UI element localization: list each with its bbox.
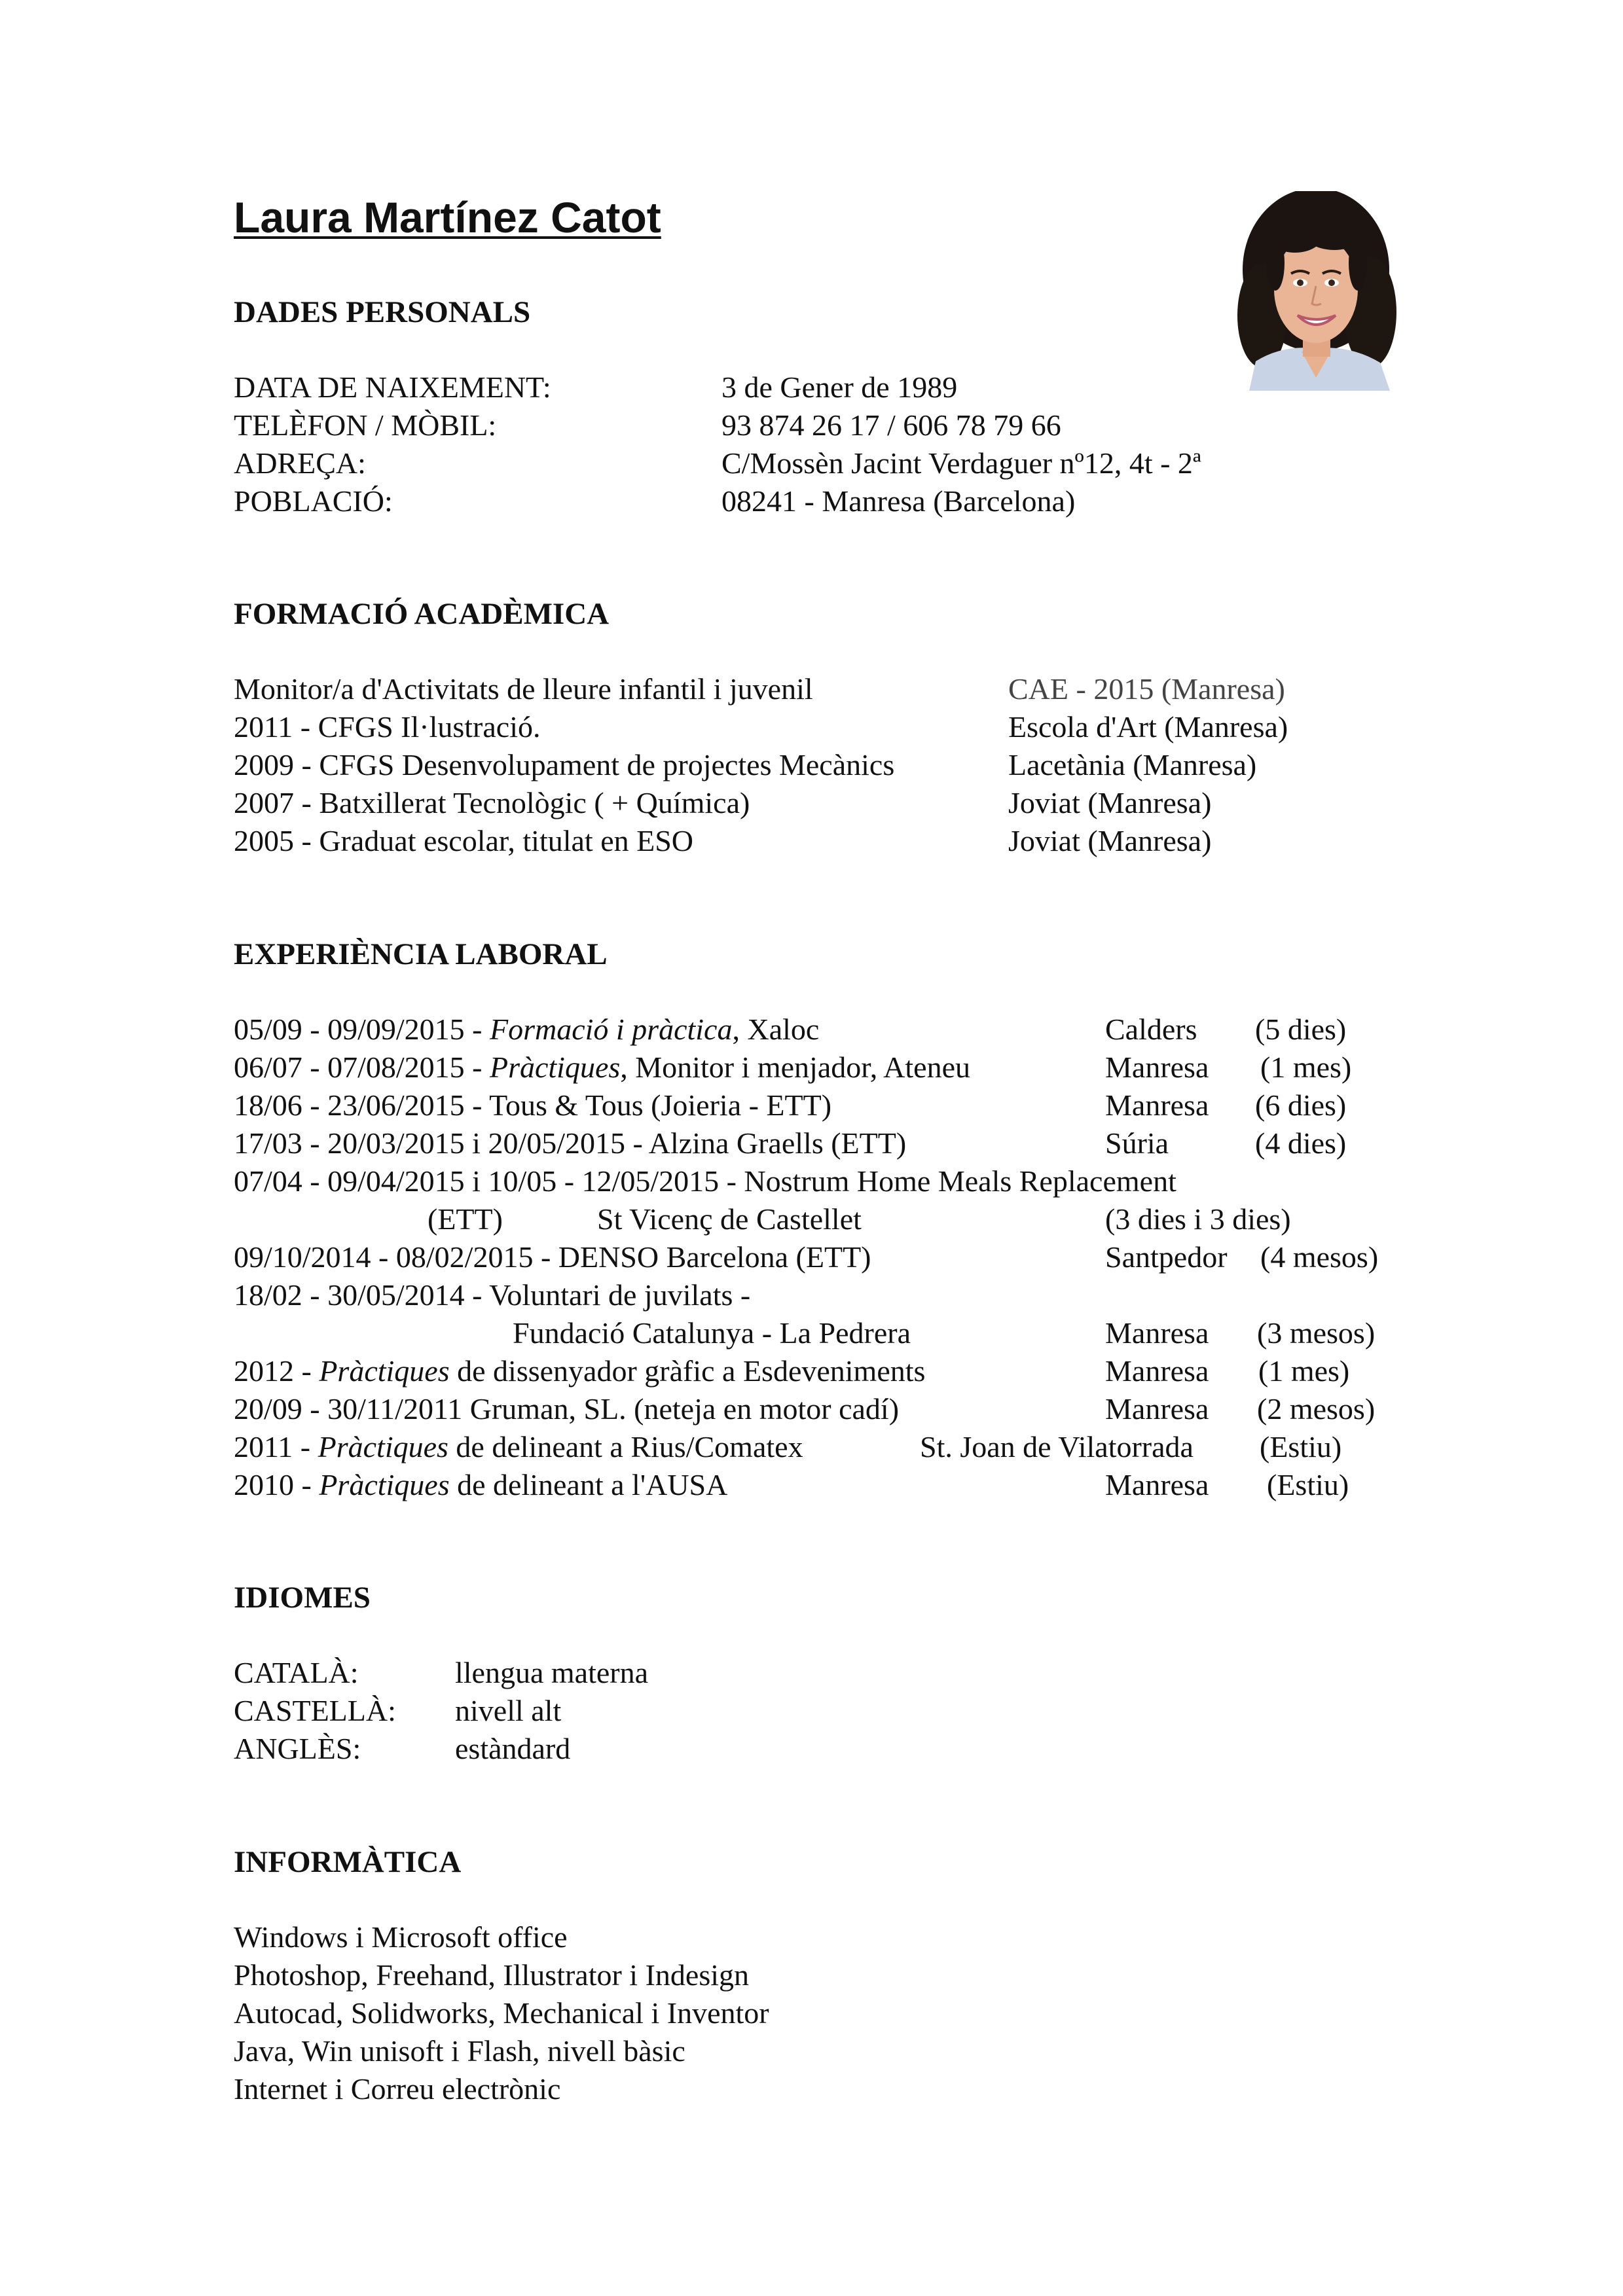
language-name: ANGLÈS: xyxy=(234,1732,361,1765)
computing-item: Java, Win unisoft i Flash, nivell bàsic xyxy=(234,2034,685,2068)
section-heading-computing: INFORMÀTICA xyxy=(234,1845,462,1879)
language-name: CASTELLÀ: xyxy=(234,1694,396,1727)
experience-place: Manresa xyxy=(1105,1392,1209,1426)
experience-place: Manresa xyxy=(1105,1088,1209,1122)
section-heading-experience: EXPERIÈNCIA LABORAL xyxy=(234,937,608,971)
computing-item: Autocad, Solidworks, Mechanical i Inventor xyxy=(234,1996,769,2030)
experience-entry: 2011 - Pràctiques de delineant a Rius/Comatex xyxy=(234,1430,803,1463)
experience-duration: (Estiu) xyxy=(1267,1468,1349,1501)
experience-place: Manresa xyxy=(1105,1354,1209,1388)
education-course: 2007 - Batxillerat Tecnològic ( + Química) xyxy=(234,786,750,819)
experience-duration: (1 mes) xyxy=(1260,1050,1352,1084)
education-school: Lacetània (Manresa) xyxy=(1008,748,1257,781)
experience-duration: (3 mesos) xyxy=(1257,1316,1376,1350)
experience-place: Santpedor xyxy=(1105,1240,1228,1274)
candidate-name: Laura Martínez Catot xyxy=(234,193,661,242)
experience-duration: (6 dies) xyxy=(1255,1088,1347,1122)
experience-entry: 05/09 - 09/09/2015 - Formació i pràctica, Xaloc xyxy=(234,1013,820,1046)
language-level: llengua materna xyxy=(455,1656,649,1689)
experience-entry: 18/06 - 23/06/2015 - Tous & Tous (Joieria - ETT) xyxy=(234,1088,832,1122)
experience-place: St. Joan de Vilatorrada xyxy=(920,1430,1194,1463)
experience-duration: (3 dies i 3 dies) xyxy=(1105,1202,1291,1236)
experience-duration: (1 mes) xyxy=(1258,1354,1350,1388)
profile-photo xyxy=(1236,191,1400,391)
personal-label-town: POBLACIÓ: xyxy=(234,484,393,518)
experience-place: Manresa xyxy=(1105,1468,1209,1501)
language-level: estàndard xyxy=(455,1732,571,1765)
personal-value-address: C/Mossèn Jacint Verdaguer nº12, 4t - 2ª xyxy=(721,446,1201,480)
language-level: nivell alt xyxy=(455,1694,562,1727)
experience-entry: 2012 - Pràctiques de dissenyador gràfic a Esdeveniments xyxy=(234,1354,926,1388)
experience-duration: (Estiu) xyxy=(1260,1430,1342,1463)
experience-place: Manresa xyxy=(1105,1316,1209,1350)
education-school: Joviat (Manresa) xyxy=(1008,786,1212,819)
personal-value-phone: 93 874 26 17 / 606 78 79 66 xyxy=(721,408,1061,442)
education-course: Monitor/a d'Activitats de lleure infantil i juvenil xyxy=(234,672,813,706)
computing-item: Photoshop, Freehand, Illustrator i Indesign xyxy=(234,1958,750,1992)
experience-duration: (4 dies) xyxy=(1255,1126,1347,1160)
experience-place: Súria xyxy=(1105,1126,1169,1160)
personal-value-birthdate: 3 de Gener de 1989 xyxy=(721,370,958,404)
experience-duration: (4 mesos) xyxy=(1260,1240,1379,1274)
experience-continuation: (ETT) xyxy=(428,1202,503,1236)
section-heading-education: FORMACIÓ ACADÈMICA xyxy=(234,597,610,631)
experience-entry: 07/04 - 09/04/2015 i 10/05 - 12/05/2015 - Nostrum Home Meals Replacement xyxy=(234,1164,1176,1198)
experience-continuation: St Vicenç de Castellet xyxy=(597,1202,862,1236)
computing-item: Windows i Microsoft office xyxy=(234,1920,568,1954)
education-course: 2005 - Graduat escolar, titulat en ESO xyxy=(234,824,694,857)
education-course: 2011 - CFGS Il·lustració. xyxy=(234,710,541,744)
education-school: Escola d'Art (Manresa) xyxy=(1008,710,1288,744)
experience-place: Calders xyxy=(1105,1013,1197,1046)
education-school: Joviat (Manresa) xyxy=(1008,824,1212,857)
experience-entry: 09/10/2014 - 08/02/2015 - DENSO Barcelona (ETT) xyxy=(234,1240,871,1274)
portrait-image xyxy=(1236,191,1400,391)
education-school: CAE - 2015 (Manresa) xyxy=(1008,672,1285,706)
experience-continuation: Fundació Catalunya - La Pedrera xyxy=(513,1316,911,1350)
experience-entry: 20/09 - 30/11/2011 Gruman, SL. (neteja en motor cadí) xyxy=(234,1392,900,1426)
personal-label-phone: TELÈFON / MÒBIL: xyxy=(234,408,497,442)
experience-duration: (2 mesos) xyxy=(1257,1392,1376,1426)
section-heading-languages: IDIOMES xyxy=(234,1581,371,1615)
education-course: 2009 - CFGS Desenvolupament de projectes Mecànics xyxy=(234,748,895,781)
experience-place: Manresa xyxy=(1105,1050,1209,1084)
experience-entry: 2010 - Pràctiques de delineant a l'AUSA xyxy=(234,1468,728,1501)
personal-value-town: 08241 - Manresa (Barcelona) xyxy=(721,484,1076,518)
section-heading-personal: DADES PERSONALS xyxy=(234,295,531,329)
experience-duration: (5 dies) xyxy=(1255,1013,1347,1046)
language-name: CATALÀ: xyxy=(234,1656,359,1689)
computing-item: Internet i Correu electrònic xyxy=(234,2072,561,2106)
experience-entry: 17/03 - 20/03/2015 i 20/05/2015 - Alzina Graells (ETT) xyxy=(234,1126,907,1160)
personal-label-address: ADREÇA: xyxy=(234,446,366,480)
experience-entry: 18/02 - 30/05/2014 - Voluntari de juvilats - xyxy=(234,1278,751,1312)
personal-label-birthdate: DATA DE NAIXEMENT: xyxy=(234,370,551,404)
experience-entry: 06/07 - 07/08/2015 - Pràctiques, Monitor i menjador, Ateneu xyxy=(234,1050,971,1084)
